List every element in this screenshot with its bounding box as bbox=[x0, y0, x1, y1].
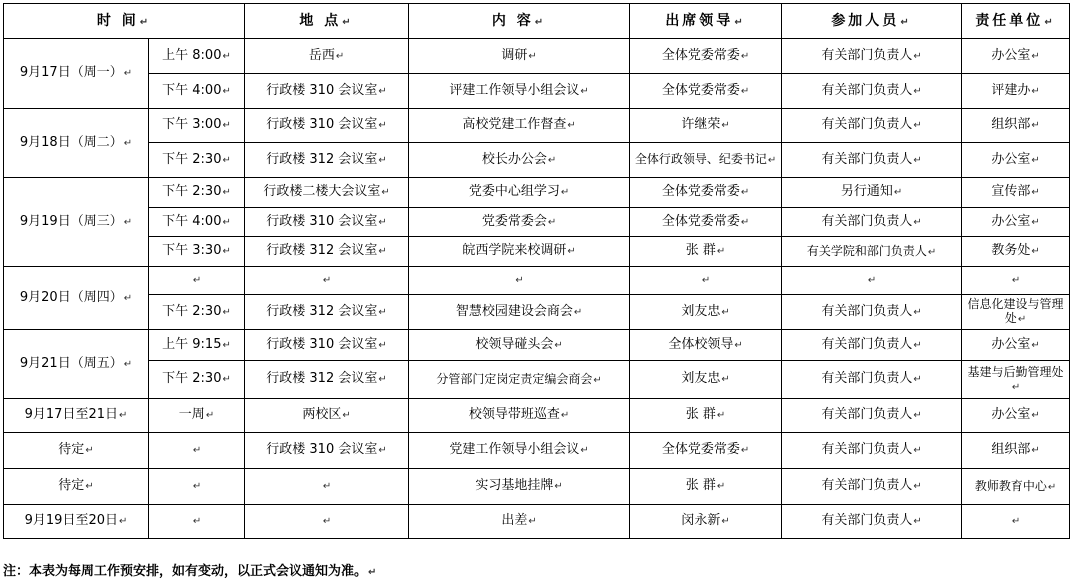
table-row bbox=[4, 74, 1070, 109]
table-row bbox=[4, 109, 1070, 143]
table-row bbox=[4, 143, 1070, 178]
unit-cell: 办公室↵ bbox=[962, 208, 1070, 237]
unit-cell: 信息化建设与管理处↵ bbox=[962, 295, 1070, 330]
header-row bbox=[4, 4, 1070, 39]
table-row bbox=[4, 505, 1070, 539]
place-cell: ↵ bbox=[245, 469, 409, 505]
leader-cell: 全体党委常委↵ bbox=[630, 433, 782, 469]
attendees-cell: 有关部门负责人↵ bbox=[782, 361, 962, 399]
date-cell: 9月17日（周一）↵ bbox=[4, 39, 149, 109]
place-cell: 行政楼 310 会议室↵ bbox=[245, 109, 409, 143]
time-cell: 上午 9:15↵ bbox=[149, 330, 245, 361]
place-cell: ↵ bbox=[245, 505, 409, 539]
content-cell: 党建工作领导小组会议↵ bbox=[409, 433, 630, 469]
content-cell: 校领导带班巡查↵ bbox=[409, 399, 630, 433]
unit-cell: 基建与后勤管理处↵ bbox=[962, 361, 1070, 399]
header-leader: 出席领导↵ bbox=[630, 4, 782, 39]
unit-cell: 教务处↵ bbox=[962, 237, 1070, 267]
content-cell: 分管部门定岗定责定编会商会↵ bbox=[409, 361, 630, 399]
time-cell: 下午 4:00↵ bbox=[149, 208, 245, 237]
attendees-cell: 有关部门负责人↵ bbox=[782, 399, 962, 433]
place-cell: 行政楼 312 会议室↵ bbox=[245, 361, 409, 399]
table-row bbox=[4, 469, 1070, 505]
content-cell: 智慧校园建设会商会↵ bbox=[409, 295, 630, 330]
header-content: 内 容↵ bbox=[409, 4, 630, 39]
place-cell: 行政楼 310 会议室↵ bbox=[245, 433, 409, 469]
schedule-table bbox=[3, 3, 1070, 539]
leader-cell: 全体党委常委↵ bbox=[630, 178, 782, 208]
unit-cell: 办公室↵ bbox=[962, 330, 1070, 361]
time-cell: ↵ bbox=[149, 505, 245, 539]
leader-cell: 许继荣↵ bbox=[630, 109, 782, 143]
content-cell: 调研↵ bbox=[409, 39, 630, 74]
attendees-cell: 有关学院和部门负责人↵ bbox=[782, 237, 962, 267]
place-cell: 行政楼 310 会议室↵ bbox=[245, 74, 409, 109]
content-cell: ↵ bbox=[409, 267, 630, 295]
place-cell: 行政楼 310 会议室↵ bbox=[245, 208, 409, 237]
leader-cell: 张 群↵ bbox=[630, 469, 782, 505]
place-cell: 岳西↵ bbox=[245, 39, 409, 74]
unit-cell: 办公室↵ bbox=[962, 143, 1070, 178]
table-row bbox=[4, 208, 1070, 237]
leader-cell: 刘友忠↵ bbox=[630, 295, 782, 330]
attendees-cell: ↵ bbox=[782, 267, 962, 295]
date-cell: 9月17日至21日↵ bbox=[4, 399, 149, 433]
content-cell: 校长办公会↵ bbox=[409, 143, 630, 178]
date-cell: 9月18日（周二）↵ bbox=[4, 109, 149, 178]
content-cell: 校领导碰头会↵ bbox=[409, 330, 630, 361]
time-cell: 下午 3:30↵ bbox=[149, 237, 245, 267]
place-cell: 两校区↵ bbox=[245, 399, 409, 433]
header-place: 地 点↵ bbox=[245, 4, 409, 39]
unit-cell: 教师教育中心↵ bbox=[962, 469, 1070, 505]
unit-cell: 办公室↵ bbox=[962, 39, 1070, 74]
date-cell: 9月20日（周四）↵ bbox=[4, 267, 149, 330]
table-row bbox=[4, 295, 1070, 330]
unit-cell: ↵ bbox=[962, 505, 1070, 539]
time-cell: 上午 8:00↵ bbox=[149, 39, 245, 74]
date-cell: 9月19日（周三）↵ bbox=[4, 178, 149, 267]
unit-cell: 宣传部↵ bbox=[962, 178, 1070, 208]
time-cell: 一周↵ bbox=[149, 399, 245, 433]
table-row bbox=[4, 433, 1070, 469]
unit-cell: 评建办↵ bbox=[962, 74, 1070, 109]
footnote: 注：本表为每周工作预安排，如有变动，以正式会议通知为准。↵ bbox=[3, 564, 377, 579]
leader-cell: ↵ bbox=[630, 267, 782, 295]
attendees-cell: 有关部门负责人↵ bbox=[782, 143, 962, 178]
table-row bbox=[4, 237, 1070, 267]
time-cell: 下午 2:30↵ bbox=[149, 143, 245, 178]
leader-cell: 全体行政领导、纪委书记↵ bbox=[630, 143, 782, 178]
place-cell: 行政楼 312 会议室↵ bbox=[245, 237, 409, 267]
attendees-cell: 有关部门负责人↵ bbox=[782, 295, 962, 330]
time-cell: ↵ bbox=[149, 267, 245, 295]
time-cell: 下午 2:30↵ bbox=[149, 295, 245, 330]
unit-cell: 组织部↵ bbox=[962, 109, 1070, 143]
content-cell: 党委中心组学习↵ bbox=[409, 178, 630, 208]
header-attendees: 参加人员↵ bbox=[782, 4, 962, 39]
place-cell: 行政楼 310 会议室↵ bbox=[245, 330, 409, 361]
date-cell: 待定↵ bbox=[4, 433, 149, 469]
attendees-cell: 有关部门负责人↵ bbox=[782, 208, 962, 237]
unit-cell: 办公室↵ bbox=[962, 399, 1070, 433]
leader-cell: 刘友忠↵ bbox=[630, 361, 782, 399]
leader-cell: 全体党委常委↵ bbox=[630, 74, 782, 109]
place-cell: 行政楼二楼大会议室↵ bbox=[245, 178, 409, 208]
header-unit: 责任单位↵ bbox=[962, 4, 1070, 39]
header-time: 时 间↵ bbox=[4, 4, 245, 39]
leader-cell: 闵永新↵ bbox=[630, 505, 782, 539]
place-cell: 行政楼 312 会议室↵ bbox=[245, 143, 409, 178]
content-cell: 实习基地挂牌↵ bbox=[409, 469, 630, 505]
date-cell: 待定↵ bbox=[4, 469, 149, 505]
content-cell: 出差↵ bbox=[409, 505, 630, 539]
attendees-cell: 有关部门负责人↵ bbox=[782, 39, 962, 74]
attendees-cell: 有关部门负责人↵ bbox=[782, 469, 962, 505]
content-cell: 皖西学院来校调研↵ bbox=[409, 237, 630, 267]
unit-cell: 组织部↵ bbox=[962, 433, 1070, 469]
leader-cell: 张 群↵ bbox=[630, 399, 782, 433]
table-row bbox=[4, 178, 1070, 208]
time-cell: 下午 4:00↵ bbox=[149, 74, 245, 109]
time-cell: ↵ bbox=[149, 469, 245, 505]
attendees-cell: 有关部门负责人↵ bbox=[782, 505, 962, 539]
date-cell: 9月19日至20日↵ bbox=[4, 505, 149, 539]
content-cell: 高校党建工作督查↵ bbox=[409, 109, 630, 143]
attendees-cell: 另行通知↵ bbox=[782, 178, 962, 208]
table-row bbox=[4, 399, 1070, 433]
content-cell: 评建工作领导小组会议↵ bbox=[409, 74, 630, 109]
time-cell: 下午 2:30↵ bbox=[149, 178, 245, 208]
date-cell: 9月21日（周五）↵ bbox=[4, 330, 149, 399]
leader-cell: 全体党委常委↵ bbox=[630, 39, 782, 74]
leader-cell: 张 群↵ bbox=[630, 237, 782, 267]
table-row bbox=[4, 267, 1070, 295]
leader-cell: 全体校领导↵ bbox=[630, 330, 782, 361]
place-cell: ↵ bbox=[245, 267, 409, 295]
table-row bbox=[4, 330, 1070, 361]
unit-cell: ↵ bbox=[962, 267, 1070, 295]
attendees-cell: 有关部门负责人↵ bbox=[782, 330, 962, 361]
table-row bbox=[4, 361, 1070, 399]
leader-cell: 全体党委常委↵ bbox=[630, 208, 782, 237]
attendees-cell: 有关部门负责人↵ bbox=[782, 433, 962, 469]
time-cell: 下午 2:30↵ bbox=[149, 361, 245, 399]
table-row bbox=[4, 39, 1070, 74]
time-cell: 下午 3:00↵ bbox=[149, 109, 245, 143]
attendees-cell: 有关部门负责人↵ bbox=[782, 109, 962, 143]
time-cell: ↵ bbox=[149, 433, 245, 469]
content-cell: 党委常委会↵ bbox=[409, 208, 630, 237]
attendees-cell: 有关部门负责人↵ bbox=[782, 74, 962, 109]
place-cell: 行政楼 312 会议室↵ bbox=[245, 295, 409, 330]
